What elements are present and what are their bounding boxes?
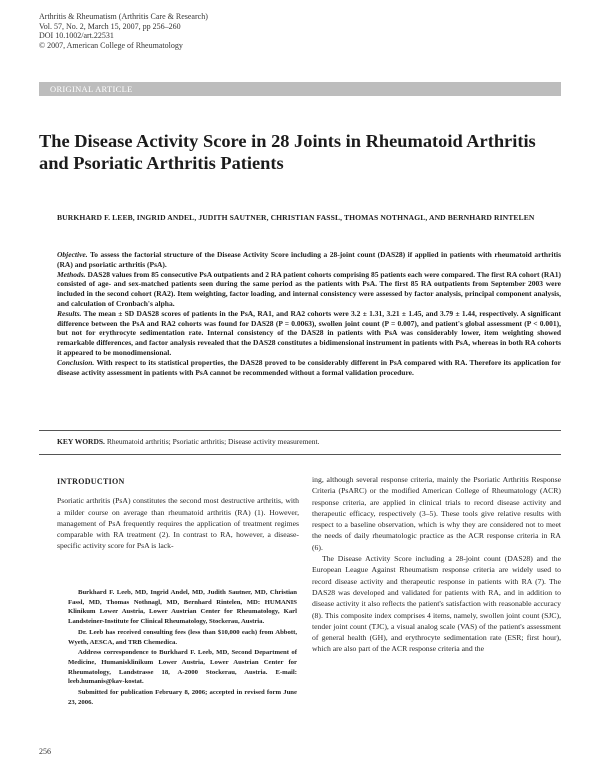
objective-label: Objective.	[57, 250, 88, 259]
body-paragraph: The Disease Activity Score including a 28-joint count (DAS28) and the European League Against Rheumatism response criteria are widely used to record disease activity and therapeutic response in patients with RA (7). The DAS28 was developed and validated for patients with RA, and in addition to disease activity it also reflects the patient's satisfaction with reasonable accuracy (8). This composite index comprises 4 items, namely, swollen joint count (SJC), tender joint count (TJC), a visual analog scale (VAS) of the patient's assessment of general health (GH), and erythrocyte sedimentation rate (ESR; first hour), which are also part of the ACR response criteria and the	[312, 554, 561, 654]
abstract-conclusion	[57, 358, 561, 378]
intro-column	[57, 476, 299, 552]
author-list: BURKHARD F. LEEB, INGRID ANDEL, JUDITH SAUTNER, CHRISTIAN FASSL, THOMAS NOTHNAGL, AND BERNHARD RINTELEN	[57, 213, 535, 222]
conclusion-text: With respect to its statistical properties, the DAS28 proved to be considerably different in PsA compared with RA. Therefore its application for disease activity assessment in patients with PsA cannot be recommended without a formal validation procedure.	[57, 357, 562, 377]
divider	[39, 430, 561, 431]
results-text: The mean ± SD DAS28 scores of patients in the PsA, RA1, and RA2 cohorts were 3.2 ± 1.31, 3.21 ± 1.45, and 3.79 ± 1.44, respectively. A significant difference between the PsA and RA2 cohorts was found for DAS28 (P = 0.0063), swollen joint count (P = 0.007), and patient's global assessment (P < 0.001), but not for erythrocyte sedimentation rate. Internal consistency of the DAS28 in patients with PsA was considerably lower, item weighting showed remarkable differences, and factor analysis revealed that the DAS28 constitutes a bidimensional instrument in patients with PsA, whereas in both RA cohorts it appeared to be monodimensional.	[57, 308, 561, 357]
keywords-label: KEY WORDS.	[57, 437, 105, 446]
keywords	[57, 437, 319, 447]
conclusion-label: Conclusion.	[57, 357, 95, 367]
footnote-submission: Submitted for publication February 8, 2006; accepted in revised form June 23, 2006.	[68, 689, 297, 706]
journal-name: Arthritis & Rheumatism (Arthritis Care & Research)	[39, 12, 208, 21]
footnote-correspondence: Address correspondence to Burkhard F. Leeb, MD, Second Department of Medicine, Humanisklinikum Lower Austria, Lower Austrian Center for Rheumatology, Landstrasse 18, A-2000 Stockerau, Austria. E-mail: leeb.humanis@kav-kostat.	[68, 649, 297, 686]
page-number: 256	[39, 747, 51, 756]
methods-text: DAS28 values from 85 consecutive PsA outpatients and 2 RA patient cohorts comprising 85 patients each were compared. The first RA cohort (RA1) consisted of age- and sex-matched patients seen during the same period as the patients with PsA. The first 85 RA outpatients from September 2003 were included in the second cohort (RA2). Item weighting, factor loading, and internal consistency were assessed by factor analysis, principal component analysis, and calculation of Cronbach's alpha.	[57, 269, 561, 308]
footnote-disclosure: Dr. Leeb has received consulting fees (less than $10,000 each) from Abbott, Wyeth, AESCA, and TRB Chemedica.	[68, 628, 297, 646]
body-paragraph: ing, although several response criteria, mainly the Psoriatic Arthritis Response Criteria (PsARC) or the modified American College of Rheumatology (ACR) response criteria, are applied in clinical trials to record disease activity and therapeutic efficacy, respectively (3–5). These tools give relative results with respect to a baseline observation, which is why they are considered not to meet the needs of daily rheumatologic practice as the ACR response criteria in RA (6).	[312, 475, 561, 552]
footnote-affiliations: Burkhard F. Leeb, MD, Ingrid Andel, MD, Judith Sautner, MD, Christian Fassl, MD, Thomas Nothnagl, MD, Bernhard Rintelen, MD: HUMANIS Klinikum Lower Austria, Lower Austrian Center for Rheumatology, Karl Landsteiner-Institute for Clinical Rheumatology, Stockerau, Austria.	[68, 589, 297, 626]
article-title: The Disease Activity Score in 28 Joints in Rheumatoid Arthritis and Psoriatic Arthritis Patients	[39, 131, 536, 173]
section-label: ORIGINAL ARTICLE	[39, 82, 561, 96]
abstract-objective	[57, 250, 561, 270]
right-column	[312, 474, 561, 655]
keywords-text: Rheumatoid arthritis; Psoriatic arthritis; Disease activity measurement.	[106, 437, 320, 446]
objective-text: To assess the factorial structure of the Disease Activity Score including a 28-joint count (DAS28) if applied in patients with rheumatoid arthritis (RA) and psoriatic arthritis (PsA).	[57, 250, 561, 269]
journal-doi: DOI 10.1002/art.22531	[39, 31, 114, 41]
journal-header	[39, 12, 208, 50]
abstract	[57, 250, 561, 377]
intro-paragraph: Psoriatic arthritis (PsA) constitutes the second most destructive arthritis, with a milder course on average than rheumatoid arthritis (RA) (1). However, management of PsA frequently requires the application of treatment regimes comparable with RA treatment (2). In contrast to RA, however, a disease-specific activity score for PsA is lack-	[57, 496, 299, 551]
section-heading: INTRODUCTION	[57, 477, 125, 486]
results-label: Results.	[57, 308, 82, 318]
journal-copyright: © 2007, American College of Rheumatology	[39, 40, 183, 50]
abstract-results	[57, 309, 561, 358]
journal-volume: Vol. 57, No. 2, March 15, 2007, pp 256–260	[39, 21, 181, 31]
abstract-methods	[57, 270, 561, 309]
methods-label: Methods.	[57, 269, 86, 279]
footnotes	[68, 588, 297, 708]
divider	[39, 454, 561, 455]
